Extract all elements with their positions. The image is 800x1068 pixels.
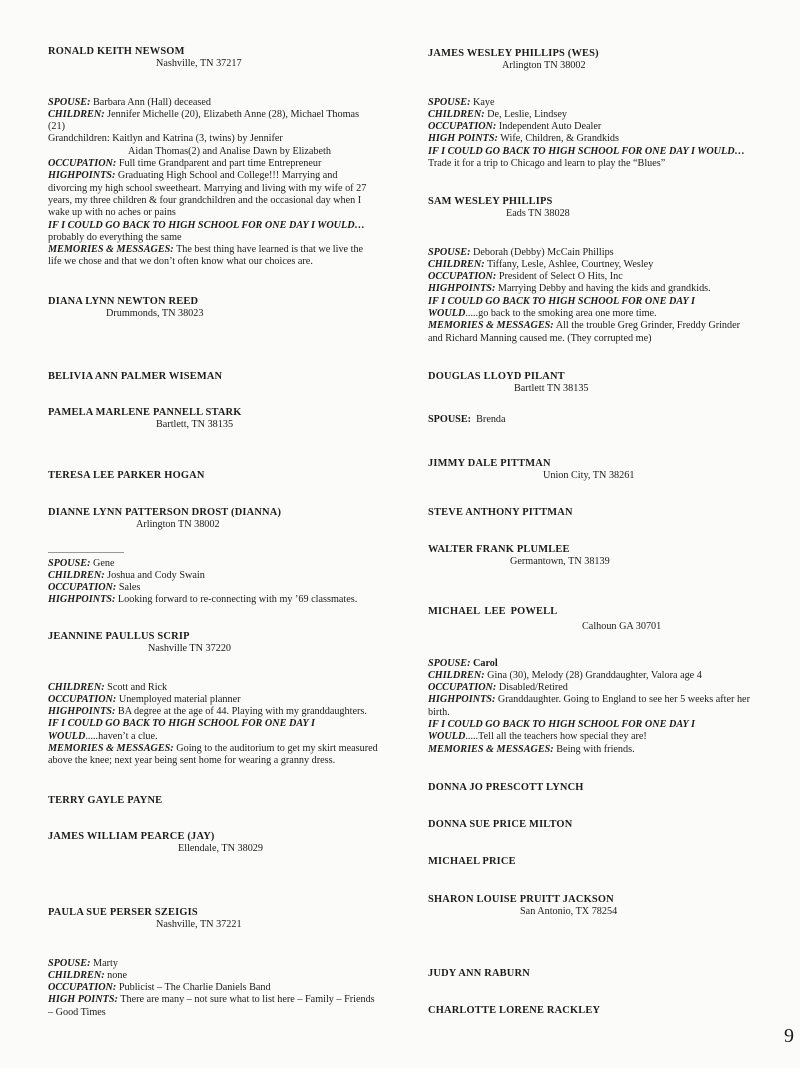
entry-location: Nashville, TN 37217 [156,58,242,70]
entry-stark [48,407,242,432]
entry-location: Calhoun GA 30701 [582,621,662,633]
highpoints-field: HIGHPOINTS: Looking forward to re-connecting with my ’69 classmates. [48,594,358,606]
entry-name: MICHAEL PRICE [428,856,516,867]
occupation-field: OCCUPATION: Independent Auto Dealer [428,121,602,133]
highpoints-cont: birth. [428,706,450,718]
entry-name: STEVE ANTHONY PITTMAN [428,507,573,518]
entry-drost [48,507,393,607]
entry-name: DONNA JO PRESCOTT LYNCH [428,782,584,793]
entry-location: Eads TN 38028 [506,208,570,220]
children-field: CHILDREN: Gina (30), Melody (28) Granddaughter, Valora age 4 [428,669,702,681]
go-back-label: IF I COULD GO BACK TO HIGH SCHOOL FOR ONE DAY I [428,295,695,307]
children-field: CHILDREN: Jennifer Michelle (20), Elizabeth Anne (28), Michael Thomas [48,108,360,120]
entry-name: DIANNE LYNN PATTERSON DROST (DIANNA) [48,507,282,518]
entry-name: JAMES WESLEY PHILLIPS (WES) [428,48,599,59]
entry-wiseman [48,371,222,383]
page-number: 9 [784,1025,794,1047]
go-back-label: IF I COULD GO BACK TO HIGH SCHOOL FOR ONE DAY I WOULD… [428,145,745,157]
entry-milton [428,819,572,831]
entry-name: SHARON LOUISE PRUITT JACKSON [428,894,614,905]
entry-price [428,856,516,868]
go-back-answer: WOULD.....go back to the smoking area one more time. [428,308,657,320]
highpoints-cont: years, my three children & four grandchildren and the occasional day when I [48,194,362,206]
highpoints-field: HIGHPOINTS: BA degree at the age of 44. Playing with my granddaughters. [48,706,367,718]
memories-cont: above the knee; next year being sent home for wearing a granny dress. [48,755,336,767]
entry-szeigis [48,907,393,1019]
entry-name: JUDY ANN RABURN [428,968,530,979]
entry-name: DOUGLAS LLOYD PILANT [428,371,565,382]
go-back-answer: probably do everything the same [48,231,182,243]
children-field: CHILDREN: De, Leslie, Lindsey [428,108,567,120]
entry-name: TERRY GAYLE PAYNE [48,795,163,806]
memories-cont: life we chose and that we don’t often know what our choices are. [48,256,313,268]
entry-phillips-sam [428,196,773,345]
entry-payne [48,795,162,807]
entry-location: Arlington TN 38002 [136,519,220,531]
highpoints-cont: divorcing my high school sweetheart. Marrying and living with my wife of 27 [48,182,367,194]
divider-rule [48,552,124,553]
entry-name: CHARLOTTE LORENE RACKLEY [428,1005,601,1016]
grandchildren-cont: Aidan Thomas(2) and Analise Dawn by Elizabeth [128,145,331,157]
highpoints-field: HIGHPOINTS: Graduating High School and College!!! Marrying and [48,170,338,182]
entry-name: SAM WESLEY PHILLIPS [428,196,553,207]
highpoints-field: HIGH POINTS: Wife, Children, & Grandkids [428,133,619,145]
memories-field: MEMORIES & MESSAGES: Going to the auditorium to get my skirt measured [48,743,378,755]
spouse-field: SPOUSE: Carol [428,657,498,669]
entry-name: DONNA SUE PRICE MILTON [428,819,573,830]
entry-plumlee [428,544,610,569]
highpoints-field: HIGHPOINTS: Marrying Debby and having the kids and grandkids. [428,283,711,295]
memories-cont: and Richard Manning caused me. (They corrupted me) [428,332,652,344]
entry-name: JEANNINE PAULLUS SCRIP [48,631,190,642]
entry-location: Nashville, TN 37221 [156,919,242,931]
highpoints-cont: wake up with no aches or pains [48,207,176,219]
entry-location: Nashville TN 37220 [148,643,232,655]
entry-name: TERESA LEE PARKER HOGAN [48,470,205,481]
go-back-label: IF I COULD GO BACK TO HIGH SCHOOL FOR ONE DAY I WOULD… [48,219,365,231]
entry-name: MICHAEL LEE POWELL [428,606,558,617]
occupation-field: OCCUPATION: Unemployed material planner [48,693,241,705]
entry-location: Drummonds, TN 38023 [106,308,204,320]
go-back-answer: Trade it for a trip to Chicago and learn to play the “Blues” [428,158,666,170]
occupation-field: OCCUPATION: Sales [48,582,141,594]
entry-name: JAMES WILLIAM PEARCE (JAY) [48,831,215,842]
entry-name: PAULA SUE PERSER SZEIGIS [48,907,198,918]
entry-location: Germantown, TN 38139 [510,556,610,568]
entry-name: RONALD KEITH NEWSOM [48,46,185,57]
entry-name: JIMMY DALE PITTMAN [428,458,551,469]
entry-location: Bartlett, TN 38135 [156,419,234,431]
children-field: CHILDREN: none [48,969,127,981]
spouse-field: SPOUSE: Barbara Ann (Hall) deceased [48,96,211,108]
memories-field: MEMORIES & MESSAGES: Being with friends. [428,743,635,755]
occupation-field: OCCUPATION: Full time Grandparent and part time Entrepreneur [48,158,322,170]
entry-newsom [48,46,393,269]
children-cont: (21) [48,121,65,133]
children-field: CHILDREN: Scott and Rick [48,681,168,693]
memories-field: MEMORIES & MESSAGES: All the trouble Greg Grinder, Freddy Grinder [428,320,741,332]
entry-lynch [428,782,584,794]
entry-name: BELIVIA ANN PALMER WISEMAN [48,371,223,382]
memories-field: MEMORIES & MESSAGES: The best thing have learned is that we live the [48,244,364,256]
entry-location: Arlington TN 38002 [502,60,586,72]
entry-location: San Antonio, TX 78254 [520,906,618,918]
occupation-field: OCCUPATION: Publicist – The Charlie Daniels Band [48,982,271,994]
entry-name: DIANA LYNN NEWTON REED [48,296,199,307]
entry-jackson [428,894,617,919]
spouse-field: SPOUSE: Deborah (Debby) McCain Phillips [428,246,614,258]
occupation-field: OCCUPATION: Disabled/Retired [428,682,568,694]
highpoints-field: HIGH POINTS: There are many – not sure what to list here – Family – Friends [48,994,375,1006]
grandchildren-field: Grandchildren: Kaitlyn and Katrina (3, twins) by Jennifer [48,133,283,145]
highpoints-field: HIGHPOINTS: Granddaughter. Going to England to see her 5 weeks after her [428,694,750,706]
entry-reed [48,296,203,321]
entry-pearce [48,831,263,856]
entry-location: Ellendale, TN 38029 [178,843,263,855]
entry-scrip [48,631,393,768]
entry-pilant [428,371,773,426]
entry-powell [428,606,778,756]
entry-phillips-wes [428,48,773,170]
entry-pittman-steve [428,507,573,519]
entry-pittman-jimmy [428,458,634,483]
spouse-field: SPOUSE: Kaye [428,96,495,108]
entry-name: WALTER FRANK PLUMLEE [428,544,570,555]
entry-raburn [428,968,530,980]
entry-location: Bartlett TN 38135 [514,383,589,395]
occupation-field: OCCUPATION: President of Select O Hits, Inc [428,271,623,283]
spouse-field: SPOUSE: Brenda [428,413,506,425]
highpoints-cont: – Good Times [48,1006,106,1018]
go-back-answer: WOULD.....Tell all the teachers how special they are! [428,731,647,743]
entry-rackley [428,1005,600,1017]
children-field: CHILDREN: Tiffany, Lesle, Ashlee, Courtney, Wesley [428,258,654,270]
go-back-label: IF I COULD GO BACK TO HIGH SCHOOL FOR ONE DAY I [428,719,695,731]
children-field: CHILDREN: Joshua and Cody Swain [48,569,205,581]
entry-hogan [48,470,205,482]
spouse-field: SPOUSE: Marty [48,957,118,969]
entry-name: PAMELA MARLENE PANNELL STARK [48,407,242,418]
go-back-answer: WOULD.....haven’t a clue. [48,730,158,742]
entry-location: Union City, TN 38261 [543,470,635,482]
spouse-field: SPOUSE: Gene [48,557,115,569]
go-back-label: IF I COULD GO BACK TO HIGH SCHOOL FOR ONE DAY I [48,718,315,730]
